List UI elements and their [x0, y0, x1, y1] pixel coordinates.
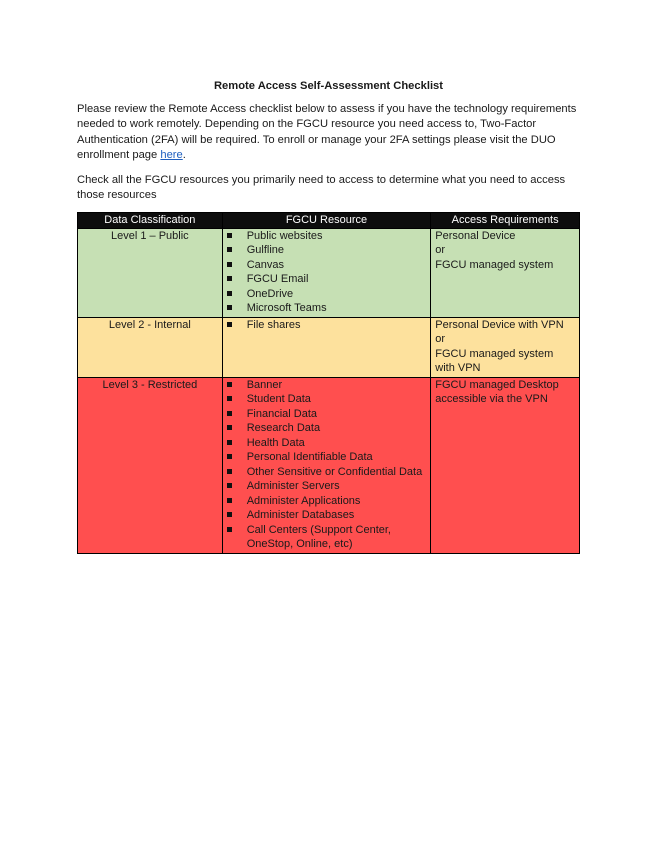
resource-label: Administer Applications [246, 494, 361, 507]
list-item [227, 479, 427, 494]
list-item [227, 436, 427, 451]
resource-label: Student Data [246, 393, 311, 405]
list-item [227, 229, 427, 244]
table-row-level-2 [78, 317, 580, 377]
square-bullet-icon [227, 233, 232, 238]
resources-cell [222, 228, 431, 317]
square-bullet-icon [227, 322, 232, 327]
list-item [227, 508, 427, 523]
header-access-requirements: Access Requirements [431, 213, 580, 229]
requirements-cell [431, 228, 580, 317]
classification-cell: Level 2 - Internal [78, 317, 223, 377]
requirements-cell [431, 317, 580, 377]
list-item [227, 465, 427, 480]
requirement-line: or [435, 333, 446, 345]
list-item [227, 392, 427, 407]
square-bullet-icon [227, 411, 232, 416]
list-item [227, 421, 427, 436]
square-bullet-icon [227, 454, 232, 459]
instruction-paragraph: Check all the FGCU resources you primarily need to access to determine what you need to access those resources [77, 174, 566, 202]
square-bullet-icon [227, 440, 232, 445]
table-row-level-1 [78, 228, 580, 317]
square-bullet-icon [227, 425, 232, 430]
resource-label: Banner [246, 378, 283, 391]
resource-label: Public websites [246, 229, 323, 242]
list-item [227, 272, 427, 287]
square-bullet-icon [227, 247, 232, 252]
requirement-line: Personal Device [435, 229, 516, 242]
resource-label: Financial Data [246, 407, 318, 420]
resource-label: FGCU Email [246, 273, 309, 285]
list-item [227, 258, 427, 273]
duo-enrollment-link[interactable]: here [160, 148, 183, 161]
resource-label: Administer Servers [246, 480, 340, 492]
resource-label: Research Data [246, 422, 321, 434]
header-fgcu-resource: FGCU Resource [222, 213, 431, 229]
resource-label: Personal Identifiable Data [246, 451, 373, 463]
square-bullet-icon [227, 469, 232, 474]
requirement-line: FGCU managed system with VPN [435, 347, 554, 374]
list-item [227, 318, 427, 333]
resource-label: Canvas [246, 258, 284, 271]
requirement-line: Personal Device with VPN [435, 318, 564, 331]
table-row-level-3 [78, 377, 580, 553]
requirement-line: FGCU managed system [435, 258, 554, 271]
resource-label: Call Centers (Support Center, OneStop, Online, etc) [246, 523, 391, 550]
intro-text: Please review the Remote Access checklist below to assess if you have the technology requirements needed to work remotely. Depending on the FGCU resource you need access to, Two-Factor Authentication (2FA) will be required. To enroll or manage your 2FA settings please visit the DUO enrollment page [77, 103, 577, 161]
list-item [227, 287, 427, 302]
resources-cell [222, 377, 431, 553]
square-bullet-icon [227, 512, 232, 517]
list-item [227, 450, 427, 465]
resource-list [227, 378, 427, 552]
list-item [227, 523, 427, 552]
resource-label: Administer Databases [246, 509, 355, 521]
square-bullet-icon [227, 498, 232, 503]
classification-cell: Level 3 - Restricted [78, 377, 223, 553]
list-item [227, 407, 427, 422]
square-bullet-icon [227, 291, 232, 296]
square-bullet-icon [227, 276, 232, 281]
resource-list [227, 318, 427, 333]
intro-paragraph [77, 102, 582, 163]
resource-label: OneDrive [246, 287, 294, 300]
list-item [227, 243, 427, 258]
resource-label: Other Sensitive or Confidential Data [246, 465, 423, 478]
classification-cell: Level 1 – Public [78, 228, 223, 317]
list-item [227, 301, 427, 316]
list-item [227, 378, 427, 393]
square-bullet-icon [227, 382, 232, 387]
requirement-line: or [435, 244, 446, 256]
resource-list [227, 229, 427, 316]
resource-label: Microsoft Teams [246, 302, 327, 314]
resource-label: Health Data [246, 436, 305, 449]
header-data-classification: Data Classification [78, 213, 223, 229]
intro-end: . [182, 148, 186, 161]
resources-cell [222, 317, 431, 377]
requirement-line: FGCU managed Desktop accessible via the VPN [435, 378, 559, 405]
resource-label: Gulfline [246, 244, 284, 256]
square-bullet-icon [227, 527, 232, 532]
list-item [227, 494, 427, 509]
square-bullet-icon [227, 483, 232, 488]
square-bullet-icon [227, 262, 232, 267]
square-bullet-icon [227, 396, 232, 401]
resource-label: File shares [246, 318, 301, 331]
checklist-table [77, 212, 580, 554]
requirements-cell [431, 377, 580, 553]
page-title: Remote Access Self-Assessment Checklist [213, 80, 444, 92]
square-bullet-icon [227, 305, 232, 310]
table-header-row [78, 213, 580, 229]
